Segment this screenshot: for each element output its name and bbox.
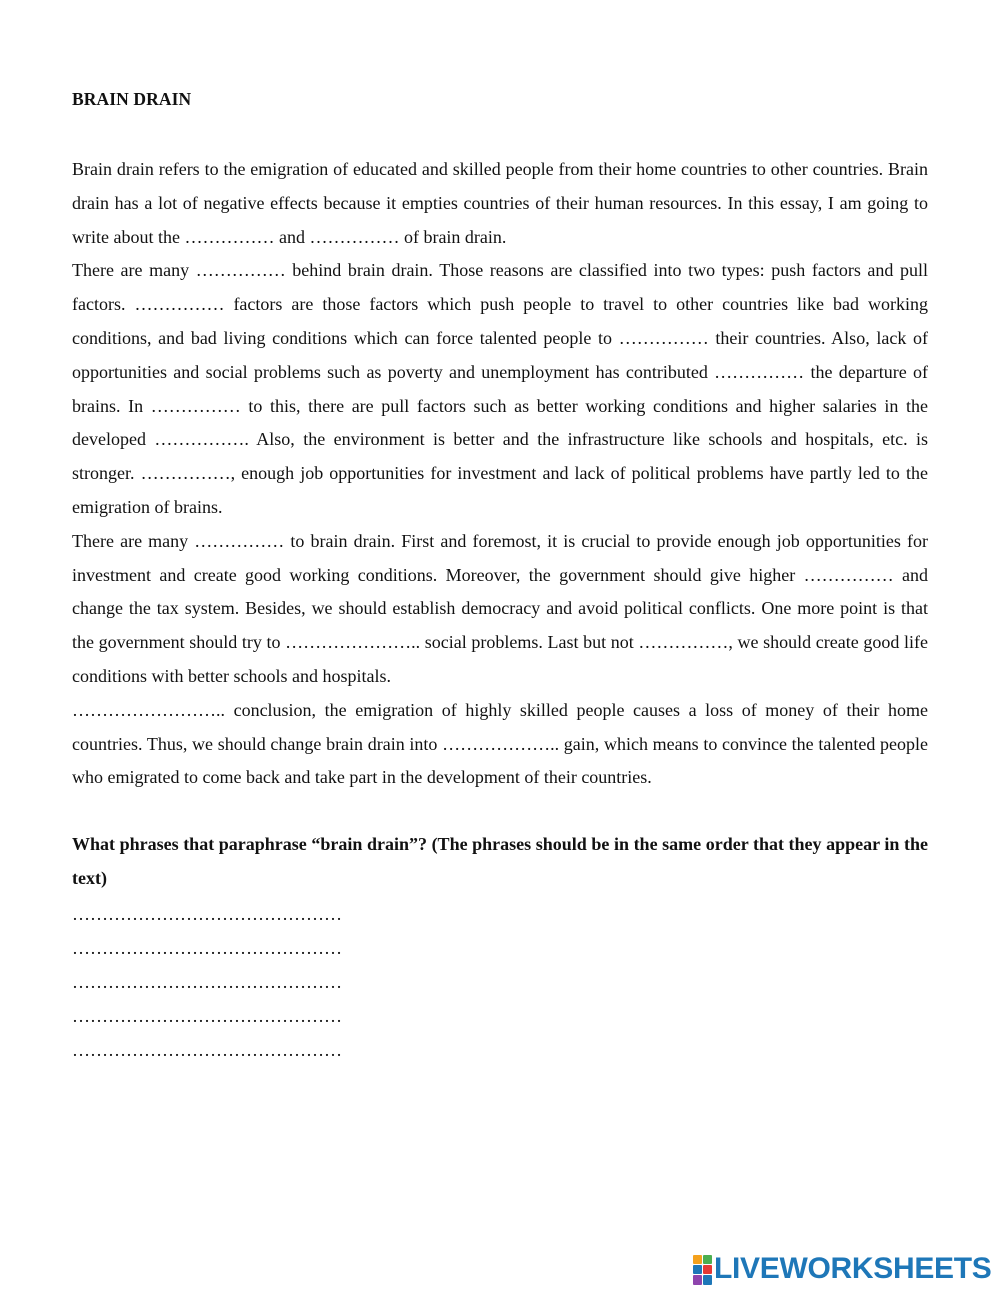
- paragraph-solutions: There are many …………… to brain drain. First and foremost, it is crucial to provide enough job opportunities for investment and create good working conditions. Moreover, the government should give higher …………… and change the tax system. Besides, we should establish democracy and avoid political conflicts. One more point is that the government should try to ………………….. social problems. Last but not ……………, we should create good life conditions with better schools and hospitals.: [72, 530, 928, 686]
- paragraph-conclusion: …………………….. conclusion, the emigration of highly skilled people causes a loss of money of their home countries. Thus, we should change brain drain into ……………….. gain, which means to convince the talented people who emigrated to come back and take part in the development of their countries.: [72, 699, 928, 788]
- logo-tile: [693, 1265, 702, 1274]
- logo-tile: [693, 1275, 702, 1285]
- answer-line-4[interactable]: ………………………………………: [72, 1006, 342, 1026]
- answer-line-1[interactable]: ………………………………………: [72, 904, 342, 924]
- logo-tile: [703, 1275, 712, 1285]
- logo-tile: [703, 1255, 712, 1264]
- liveworksheets-logo: [693, 1252, 992, 1286]
- logo-tile: [693, 1255, 702, 1264]
- logo-tile: [703, 1265, 712, 1274]
- document-title: BRAIN DRAIN: [72, 89, 192, 109]
- answer-lines: [72, 897, 342, 1067]
- paragraph-introduction: Brain drain refers to the emigration of educated and skilled people from their home countries to other countries. Brain drain has a lot of negative effects because it empties countries of their human resources. In this essay, I am going to write about the …………… and …………… of brain drain.: [72, 159, 928, 247]
- answer-line-5[interactable]: ………………………………………: [72, 1040, 342, 1060]
- answer-line-3[interactable]: ………………………………………: [72, 972, 342, 992]
- paragraph-causes: There are many …………… behind brain drain. Those reasons are classified into two types: push factors and pull factors. …………… factors are those factors which push people to travel to other countries like bad working conditions, and bad living conditions which can force talented people to …………… their countries. Also, lack of opportunities and social problems such as poverty and unemployment has contributed …………… the departure of brains. In …………… to this, there are pull factors such as better working conditions and higher salaries in the developed ……………. Also, the environment is better and the infrastructure like schools and hospitals, etc. is stronger. ……………, enough job opportunities for investment and lack of political problems have partly led to the emigration of brains.: [72, 260, 928, 517]
- question-prompt: What phrases that paraphrase “brain drain”? (The phrases should be in the same order that they appear in the text): [72, 834, 928, 888]
- logo-text: LIVEWORKSHEETS: [714, 1252, 992, 1285]
- essay-body: [72, 153, 928, 795]
- answer-line-2[interactable]: ………………………………………: [72, 938, 342, 958]
- logo-tiles-icon: [693, 1255, 711, 1283]
